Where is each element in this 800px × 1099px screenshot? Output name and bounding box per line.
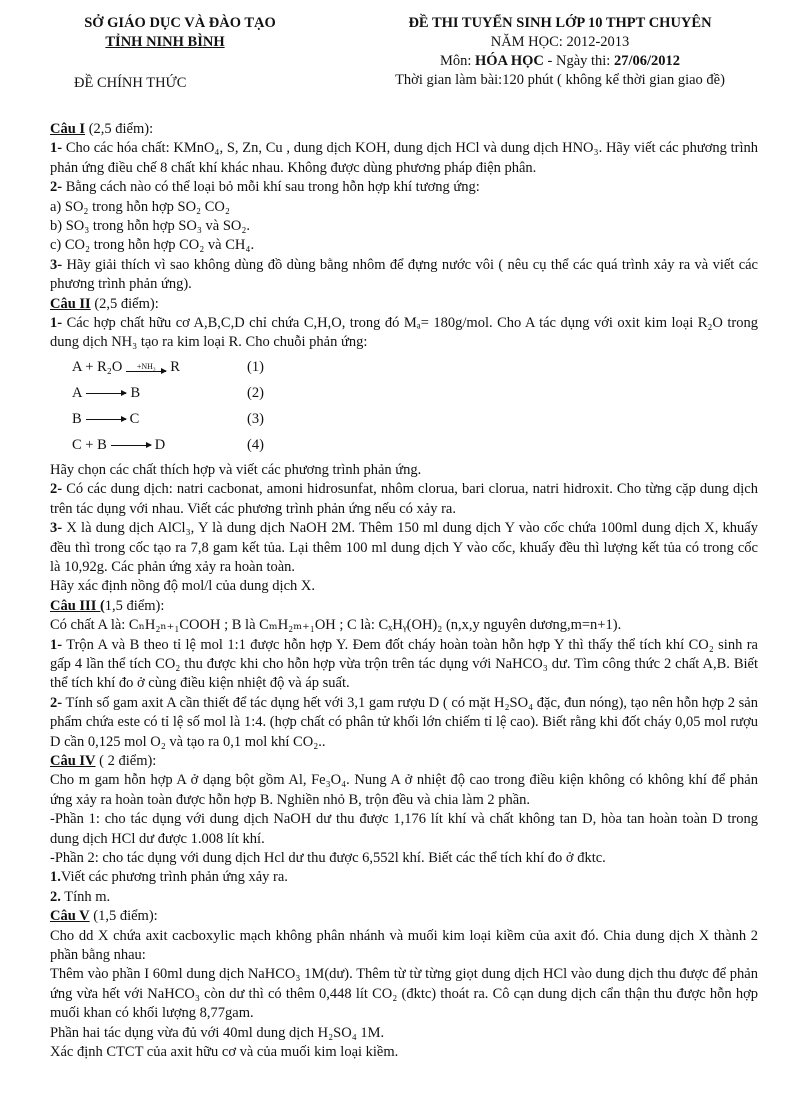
q1-item-b: b) SO₃ trong hỗn hợp SO₃ và SO₂. [50,218,251,235]
reaction-chain [72,355,758,459]
question-3-points: 1,5 điểm): [104,597,165,614]
q5-part-2: Phần hai tác dụng vừa đủ với 40ml dung dịch H₂SO₄ 1M. [50,1024,385,1041]
arrow-condition: +NH₃ [136,362,156,372]
header-left [50,14,350,93]
q1-part-2-text: Bằng cách nào có thể loại bỏ mỗi khí sau trong hỗn hợp khí tương ứng: [62,179,480,196]
reaction-equation [72,358,247,377]
q2-part-1 [50,314,758,353]
q2-part-1-end: Hãy chọn các chất thích hợp và viết các phương trình phản ứng. [50,461,422,478]
q4-task-1 [50,868,758,887]
question-1-heading [50,120,758,139]
q2-part-2 [50,480,758,519]
question-3-title: Câu III ( [50,597,105,614]
q4-intro: Cho m gam hỗn hợp A ở dạng bột gồm Al, Fe₃O₄. Nung A ở nhiệt độ cao trong điều kiện không có không khí để phản ứng xảy ra hoàn toàn được hỗn hợp B. Nghiền nhỏ B, trộn đều và chia làm 2 phần. [50,772,758,808]
q2-part-3 [50,519,758,577]
question-4-points: ( 2 điểm): [95,752,157,769]
reactant: A + R₂O [72,359,123,376]
q1-part-3-number: 3- [50,256,63,273]
reactant: C + B [72,437,107,454]
q5-intro: Cho dd X chứa axit cacboxylic mạch không phân nhánh và muối kim loại kiềm của axit đó. Chia dung dịch X thành 2 phần bằng nhau: [50,927,758,964]
subject-name: HÓA HỌC [475,53,544,69]
exam-date: 27/06/2012 [613,53,681,69]
arrow-icon [126,363,166,372]
subject-date-line [360,52,760,71]
question-2-points: (2,5 điểm): [90,295,159,312]
q1-part-1-text: Cho các hóa chất: KMnO₄, S, Zn, Cu , dung dịch KOH, dung dịch HCl và dung dịch HNO₃. Hãy viết các phương trình phản ứng điều chế 8 chất khí khác nhau. Không được dùng phương pháp điện phân. [50,140,758,176]
reaction-equation [72,384,247,403]
q4-part-2: -Phần 2: cho tác dụng với dung dịch Hcl dư thu được 6,552l khí. Biết các thể tích khí đo ở đktc. [50,850,606,866]
question-2-title: Câu II [50,295,91,312]
question-2-heading [50,295,758,314]
q5-part-1: Thêm vào phần I 60ml dung dịch NaHCO₃ 1M(dư). Thêm từ từ từng giọt dung dịch HCl vào dung dịch thu được để phản ứng vừa hết với NaHCO₃ còn dư thì có thêm 0,448 lít CO₂ (đktc) thoát ra. Cô cạn dung dịch cẩn thận thu được hỗn hợp muối khan có khối lượng 8,77gam. [50,966,758,1022]
reaction-row [72,381,758,407]
q1-part-3-text: Hãy giải thích vì sao không dùng đồ dùng bằng nhôm để đựng nước vôi ( nêu cụ thể các quá trình xảy ra và viết các phương trình phản ứng). [50,256,758,293]
reactant: A [72,385,83,402]
question-4-title: Câu IV [50,752,96,769]
reaction-number: (4) [247,437,264,454]
q2-part-1-number: 1- [50,315,63,332]
reaction-equation [72,410,247,429]
q3-part-1 [50,636,758,694]
question-5-points: (1,5 điểm): [89,908,158,925]
official-label: ĐỀ CHÍNH THỨC [74,75,187,91]
question-1-title: Câu I [50,121,86,137]
q1-part-2 [50,178,758,197]
q3-part-2-text: Tính số gam axit A cần thiết để tác dụng hết với 3,1 gam rượu D ( có mặt H₂SO₄ đặc, đun nóng), tạo nên hỗn hợp 2 sản phẩm chứa este có tỉ lệ số mol là 1:4. (hợp chất có phân tử khối lớn chiếm tỉ lệ cao). Biết rằng khi đốt cháy 0,05 mol rượu D cần 0,125 mol O₂ và tạo ra 0,1 mol khí CO₂.. [50,694,758,750]
product: R [170,359,180,376]
exam-duration: Thời gian làm bài:120 phút ( không kể thời gian giao đề) [395,72,725,88]
q4-part-1: -Phần 1: cho tác dụng với dung dịch NaOH dư thu được 1,176 lít khí và chất không tan D, hòa tan hoàn toàn D trong dung dịch HCl dư được 1.008 lít khí. [50,811,758,847]
header-right [360,14,760,90]
q3-part-1-text: Trộn A và B theo tỉ lệ mol 1:1 được hỗn hợp Y. Đem đốt cháy hoàn toàn hỗn hợp Y thì thấy thể tích khí CO₂ sinh ra gấp 4 lần thể tích CO₂ thu được khi cho hỗn hợp vừa trộn trên tác dụng với NaHCO₃ dư. Tìm công thức 2 chất A,B. Biết thể tích khí đo ở cùng điều kiện nhiệt độ và áp suất. [50,636,758,692]
q2-part-3-text: X là dung dịch AlCl₃, Y là dung dịch NaOH 2M. Thêm 150 ml dung dịch Y vào cốc chứa 100ml dung dịch X, khuấy đều thì trong cốc tạo ra 7,8 gam kết tủa. Lại thêm 100 ml dung dịch Y vào cốc, khuấy đều thì lượng kết tủa có trong cốc là 10,92g. Các phản ứng xảy ra hoàn toàn. [50,520,758,575]
question-1-points: (2,5 điểm): [85,121,154,137]
product: D [154,437,166,454]
reaction-equation [72,436,247,455]
exam-title: ĐỀ THI TUYỂN SINH LỚP 10 THPT CHUYÊN [408,15,712,31]
question-3-heading [50,597,758,616]
q2-part-2-text: Có các dung dịch: natri cacbonat, amoni hidrosunfat, nhôm clorua, bari clorua, natri hidroxit. Cho từng cặp dung dịch trên tác dụng với nhau. Viết các phương trình phản ứng nếu có xảy ra. [50,481,758,517]
province-name: TỈNH NINH BÌNH [105,34,225,50]
q4-task-2-text: Tính m. [60,888,111,905]
exam-header [50,14,758,120]
q1-part-3 [50,256,758,295]
q4-task-2 [50,888,758,907]
q2-part-1-text: Các hợp chất hữu cơ A,B,C,D chỉ chứa C,H,O, trong đó Mₐ= 180g/mol. Cho A tác dụng với oxit kim loại R₂O trong dung dịch NH₃ tạo ra kim loại R. Cho chuỗi phản ứng: [50,315,758,351]
arrow-icon [111,445,151,446]
reaction-row [72,407,758,433]
reaction-row [72,355,758,381]
q1-part-2-number: 2- [50,179,63,196]
reaction-row [72,433,758,459]
reaction-number: (2) [247,385,264,402]
q2-part-3-number: 3- [50,520,63,537]
q3-part-2 [50,694,758,752]
q3-part-2-number: 2- [50,694,63,711]
subject-prefix: Môn: [439,53,475,69]
date-prefix: - Ngày thi: [543,53,614,69]
question-5-heading [50,907,758,926]
q1-item-c: c) CO₂ trong hỗn hợp CO₂ và CH₄. [50,237,255,254]
q1-item-a: a) SO₂ trong hỗn hợp SO₂ CO₂ [50,198,230,215]
q4-task-1-text: Viết các phương trình phản ứng xảy ra. [60,869,288,886]
reaction-number: (1) [247,359,264,376]
q2-part-2-number: 2- [50,481,63,498]
reactant: B [72,411,82,428]
department-name: SỞ GIÁO DỤC VÀ ĐÀO TẠO [84,15,276,31]
reaction-number: (3) [247,411,264,428]
exam-content [50,120,758,1062]
q3-intro: Có chất A là: CₙH₂ₙ₊₁COOH ; B là CₘH₂ₘ₊₁OH ; C là: CₓHᵧ(OH)₂ (n,x,y nguyên dương,m=n+1). [50,617,622,634]
q1-part-1-number: 1- [50,140,63,157]
q3-part-1-number: 1- [50,636,63,653]
q2-part-3-end: Hãy xác định nồng độ mol/l của dung dịch X. [50,578,315,595]
q4-task-1-number: 1. [50,869,61,886]
product: C [129,411,140,428]
arrow-icon [86,393,126,394]
product: B [130,385,141,402]
q1-part-1 [50,139,758,178]
q4-task-2-number: 2. [50,888,61,905]
school-year: NĂM HỌC: 2012-2013 [490,34,630,50]
q5-task: Xác định CTCT của axit hữu cơ và của muối kim loại kiềm. [50,1044,399,1061]
question-5-title: Câu V [50,908,90,925]
question-4-heading [50,752,758,771]
arrow-icon [86,419,126,420]
